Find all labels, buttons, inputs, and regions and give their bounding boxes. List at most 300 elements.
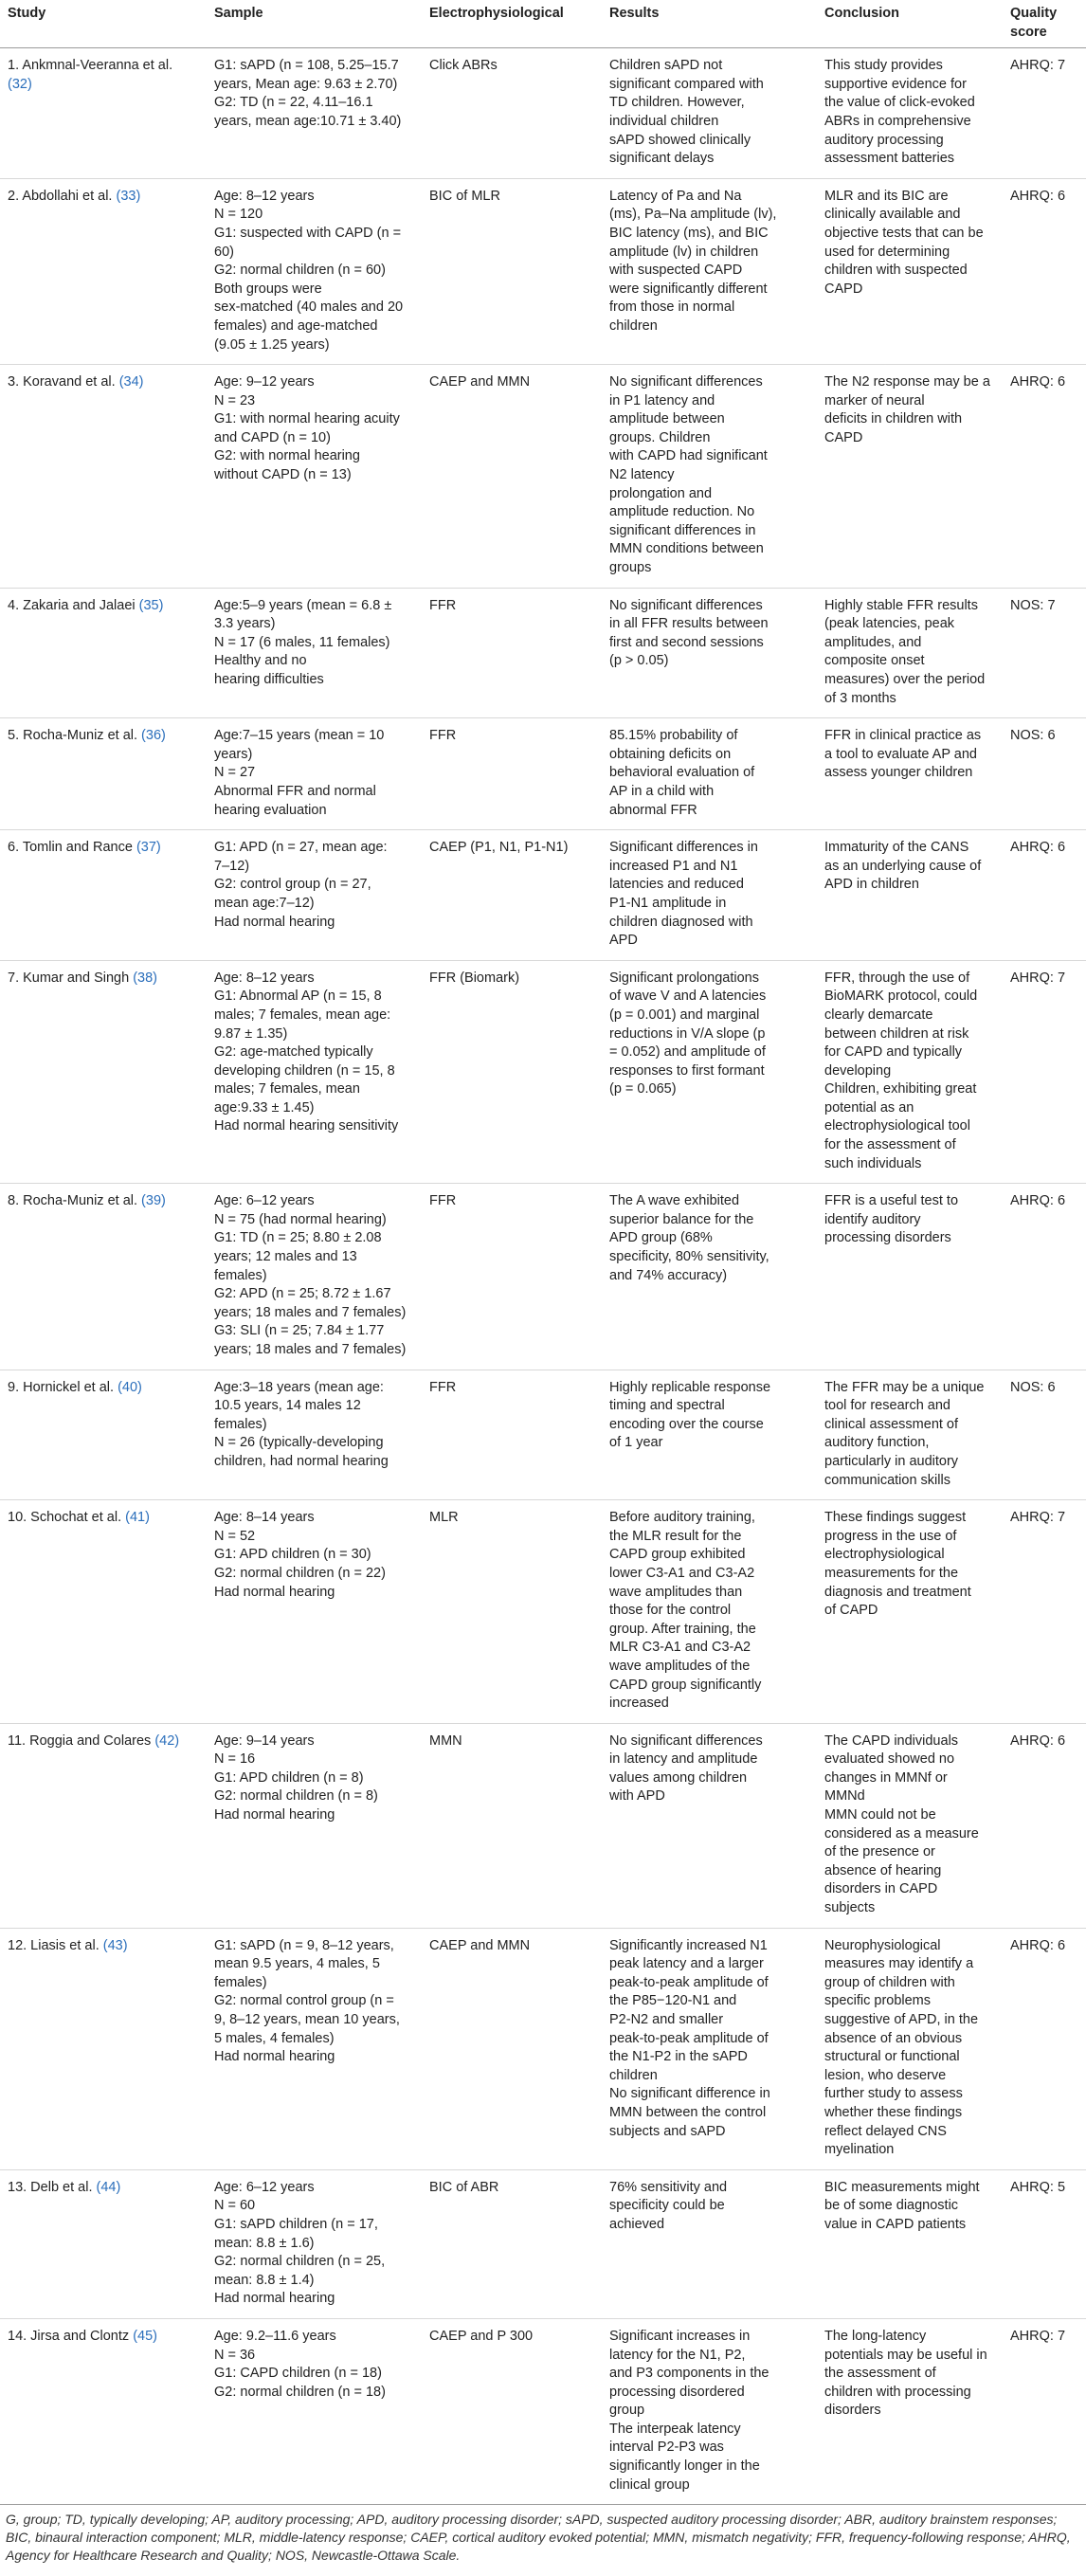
cell-conclusion-line: structural or functional [824, 2049, 960, 2065]
cell-results-line: P1-N1 amplitude in [609, 895, 727, 911]
cell-sample [207, 1928, 422, 2169]
cell-conclusion [817, 48, 1003, 179]
cell-results-line: responses to first formant [609, 1062, 765, 1079]
cell-conclusion-line: as an underlying cause of [824, 858, 982, 874]
cell-sample-line: mean: 8.8 ± 1.6) [214, 2235, 315, 2251]
study-reference-link[interactable]: (39) [141, 1193, 166, 1209]
cell-sample-line: Had normal hearing [214, 2049, 335, 2065]
cell-results-line: children [609, 317, 658, 334]
cell-results-line: in all FFR results between [609, 616, 769, 632]
cell-results-line: The interpeak latency [609, 2421, 741, 2437]
cell-conclusion-line: changes in MMNf or [824, 1769, 948, 1786]
study-name: 6. Tomlin and Rance [8, 840, 133, 856]
cell-conclusion-line: for CAPD and typically [824, 1044, 963, 1061]
cell-sample-line: G2: normal children (n = 18) [214, 2384, 386, 2400]
cell-conclusion-line: Neurophysiological [824, 1937, 941, 1953]
study-name: 2. Abdollahi et al. [8, 188, 113, 204]
cell-results [602, 2169, 817, 2318]
cell-conclusion-line: APD in children [824, 877, 919, 893]
cell-conclusion-line: FFR is a useful test to [824, 1193, 959, 1209]
cell-sample-line: Had normal hearing [214, 1807, 335, 1823]
cell-sample [207, 1184, 422, 1370]
cell-electrophysiological: MLR [429, 1510, 459, 1526]
cell-sample-line: females) [214, 1267, 267, 1283]
cell-conclusion-line: children with suspected [824, 263, 968, 279]
cell-conclusion [817, 1370, 1003, 1500]
cell-sample-line: G1: with normal hearing acuity [214, 411, 400, 427]
cell-electrophysiological: CAEP and MMN [429, 374, 531, 390]
cell-sample-line: Had normal hearing [214, 1584, 335, 1600]
table-row [0, 1500, 1086, 1724]
cell-results-line: = 0.052) and amplitude of [609, 1044, 766, 1061]
cell-results-line: increased [609, 1696, 669, 1712]
cell-sample-line: Age: 8–12 years [214, 970, 315, 986]
cell-conclusion-line: for the assessment of [824, 1137, 956, 1153]
study-name: 5. Rocha-Muniz et al. [8, 728, 138, 744]
cell-study [0, 1723, 207, 1928]
cell-sample-line: males; 7 females, mean age: [214, 1007, 391, 1023]
cell-conclusion [817, 960, 1003, 1184]
cell-results-line: wave amplitudes of the [609, 1658, 751, 1674]
cell-conclusion-line: These findings suggest [824, 1510, 967, 1526]
cell-results-line: children diagnosed with [609, 914, 753, 930]
table-row [0, 2169, 1086, 2318]
cell-results-line: MLR C3-A1 and C3-A2 [609, 1640, 751, 1656]
study-reference-link[interactable]: (38) [133, 970, 157, 986]
cell-sample-line: years; 18 males and 7 females) [214, 1304, 407, 1320]
cell-conclusion [817, 830, 1003, 961]
cell-sample-line: Abnormal FFR and normal [214, 783, 376, 799]
header-study: Study [8, 6, 46, 21]
cell-sample-line: G1: sAPD (n = 9, 8–12 years, [214, 1937, 394, 1953]
study-reference-link[interactable]: (32) [8, 76, 32, 92]
cell-sample-line: G1: APD children (n = 30) [214, 1547, 371, 1563]
cell-results-line: No significant differences [609, 1732, 763, 1749]
cell-electrophysiological: FFR (Biomark) [429, 970, 520, 986]
cell-sample-line: developing children (n = 15, 8 [214, 1062, 395, 1079]
study-reference-link[interactable]: (42) [154, 1732, 180, 1749]
cell-results-line: P2-N2 and smaller [609, 2012, 724, 2027]
cell-conclusion-line: clearly demarcate [824, 1007, 933, 1023]
cell-sample-line: G3: SLI (n = 25; 7.84 ± 1.77 [214, 1323, 385, 1339]
cell-results-line: Significant prolongations [609, 970, 759, 986]
cell-results-line: abnormal FFR [609, 802, 697, 818]
cell-quality-score: NOS: 7 [1010, 597, 1056, 613]
cell-sample-line: Age: 9–14 years [214, 1732, 315, 1749]
cell-study [0, 718, 207, 830]
cell-conclusion-line: potentials may be useful in [824, 2347, 987, 2363]
study-name: 4. Zakaria and Jalaei [8, 597, 136, 613]
cell-sample-line: G2: control group (n = 27, [214, 877, 371, 893]
cell-sample-line: Age: 9–12 years [214, 374, 315, 390]
cell-sample-line: 9, 8–12 years, mean 10 years, [214, 2012, 400, 2027]
cell-sample [207, 365, 422, 589]
cell-sample-line: N = 23 [214, 392, 256, 408]
cell-conclusion-line: reflect delayed CNS [824, 2123, 947, 2139]
cell-conclusion-line: of 3 months [824, 690, 896, 706]
cell-conclusion-line: potential as an [824, 1099, 914, 1116]
cell-conclusion-line: considered as a measure [824, 1825, 979, 1841]
cell-results-line: APD [609, 933, 638, 949]
cell-sample-line: hearing difficulties [214, 672, 324, 687]
table-row [0, 1723, 1086, 1928]
cell-sample-line: N = 27 [214, 765, 256, 781]
cell-sample-line: and CAPD (n = 10) [214, 429, 331, 445]
study-name: 13. Delb et al. [8, 2179, 93, 2195]
cell-conclusion-line: supportive evidence for [824, 76, 967, 92]
table-row [0, 48, 1086, 179]
cell-conclusion [817, 365, 1003, 589]
cell-conclusion-line: evaluated showed no [824, 1751, 955, 1768]
cell-conclusion-line: assessment batteries [824, 151, 955, 167]
cell-results [602, 178, 817, 364]
cell-sample-line: Age: 9.2–11.6 years [214, 2328, 336, 2344]
cell-results-line: prolongation and [609, 485, 713, 501]
cell-sample-line: N = 60 [214, 2198, 256, 2214]
cell-conclusion-line: developing [824, 1062, 892, 1079]
cell-sample-line: N = 75 (had normal hearing) [214, 1211, 387, 1227]
table-row [0, 2318, 1086, 2504]
cell-sample [207, 960, 422, 1184]
study-reference-link[interactable]: (41) [125, 1510, 150, 1526]
cell-electrophysiological: FFR [429, 597, 457, 613]
cell-results-line: significant differences in [609, 522, 756, 538]
cell-sample-line: Had normal hearing [214, 2291, 335, 2307]
cell-sample-line: Age:7–15 years (mean = 10 [214, 728, 385, 744]
cell-conclusion-line: The FFR may be a unique [824, 1379, 985, 1395]
cell-results-line: reductions in V/A slope (p [609, 1025, 766, 1042]
cell-sample-line: 9.87 ± 1.35) [214, 1025, 288, 1042]
cell-conclusion-line: between children at risk [824, 1025, 969, 1042]
cell-quality-score: AHRQ: 6 [1010, 840, 1066, 856]
cell-conclusion-line: The N2 response may be a [824, 374, 990, 390]
cell-conclusion [817, 718, 1003, 830]
cell-results-line: 76% sensitivity and [609, 2179, 728, 2195]
cell-sample-line: N = 52 [214, 1528, 256, 1544]
cell-results-line: with CAPD had significant [609, 448, 768, 464]
cell-quality-score: NOS: 6 [1010, 1379, 1056, 1395]
cell-sample [207, 718, 422, 830]
cell-sample-line: G2: TD (n = 22, 4.11–16.1 [214, 95, 373, 111]
cell-conclusion-line: deficits in children with [824, 411, 963, 427]
cell-sample-line: Age: 8–12 years [214, 188, 315, 204]
cell-results-line: amplitude reduction. No [609, 504, 755, 520]
cell-electrophysiological: CAEP and MMN [429, 1937, 531, 1953]
cell-sample-line: Age: 6–12 years [214, 2179, 315, 2195]
study-name: 7. Kumar and Singh [8, 970, 130, 986]
cell-quality-score: AHRQ: 7 [1010, 970, 1066, 986]
cell-sample-line: age:9.33 ± 1.45) [214, 1099, 315, 1116]
cell-sample-line: G2: age-matched typically [214, 1044, 373, 1061]
cell-sample-line: Age: 6–12 years [214, 1193, 315, 1209]
cell-electrophysiological: FFR [429, 1193, 457, 1209]
study-reference-link[interactable]: (33) [116, 188, 141, 204]
cell-sample-line: years; 12 males and 13 [214, 1249, 357, 1265]
cell-conclusion-line: assess younger children [824, 765, 973, 781]
cell-results-line: were significantly different [609, 281, 768, 297]
cell-results-line: encoding over the course [609, 1416, 764, 1432]
cell-results-line: and P3 components in the [609, 2366, 769, 2382]
study-name: 14. Jirsa and Clontz [8, 2328, 130, 2344]
cell-electrophysiological: MMN [429, 1732, 462, 1749]
cell-conclusion-line: a tool to evaluate AP and [824, 746, 977, 762]
cell-conclusion-line: The long-latency [824, 2328, 927, 2344]
cell-results-line: TD children. However, [609, 95, 745, 111]
cell-results-line: first and second sessions [609, 634, 764, 650]
cell-sample [207, 2169, 422, 2318]
study-name: 10. Schochat et al. [8, 1510, 122, 1526]
table-row [0, 588, 1086, 718]
cell-results-line: peak-to-peak amplitude of [609, 1974, 769, 1990]
table-row [0, 1184, 1086, 1370]
cell-conclusion-line: subjects [824, 1900, 876, 1916]
cell-sample-line: years, mean age:10.71 ± 3.40) [214, 113, 402, 129]
table-header-row [0, 0, 1086, 48]
table-row [0, 1928, 1086, 2169]
cell-conclusion-line: tool for research and [824, 1398, 950, 1414]
cell-sample-line: mean: 8.8 ± 1.4) [214, 2272, 315, 2288]
cell-quality-score: AHRQ: 6 [1010, 188, 1066, 204]
cell-sample-line: (9.05 ± 1.25 years) [214, 336, 330, 353]
cell-conclusion-line: myelination [824, 2142, 895, 2158]
cell-conclusion-line: clinically available and [824, 207, 961, 223]
cell-sample-line: N = 26 (typically-developing [214, 1435, 384, 1451]
study-reference-link[interactable]: (44) [96, 2179, 121, 2195]
cell-conclusion-line: disorders [824, 2403, 881, 2419]
cell-results-line: MMN conditions between [609, 541, 764, 557]
cell-conclusion-line: BIC measurements might [824, 2179, 980, 2195]
table-row [0, 365, 1086, 589]
cell-study [0, 2318, 207, 2504]
cell-results-line: the MLR result for the [609, 1528, 742, 1544]
cell-results-line: those for the control [609, 1603, 732, 1619]
study-name: 8. Rocha-Muniz et al. [8, 1193, 138, 1209]
cell-sample-line: 5 males, 4 females) [214, 2030, 335, 2046]
cell-electrophysiological: CAEP and P 300 [429, 2328, 534, 2344]
table-row [0, 178, 1086, 364]
cell-conclusion-line: processing disorders [824, 1230, 951, 1246]
cell-sample-line: Had normal hearing sensitivity [214, 1118, 399, 1134]
cell-results-line: the N1-P2 in the sAPD [609, 2049, 748, 2065]
cell-study [0, 830, 207, 961]
cell-results-line: CAPD group significantly [609, 1677, 762, 1693]
cell-sample-line: G1: APD (n = 27, mean age: [214, 840, 388, 856]
cell-results-line: specificity could be [609, 2198, 725, 2214]
cell-conclusion-line: absence of an obvious [824, 2030, 963, 2046]
cell-quality-score: AHRQ: 7 [1010, 1510, 1066, 1526]
cell-conclusion-line: auditory processing [824, 132, 944, 148]
cell-conclusion-line: Highly stable FFR results [824, 597, 978, 613]
cell-conclusion [817, 1500, 1003, 1724]
cell-sample [207, 1723, 422, 1928]
cell-results-line: sAPD showed clinically [609, 132, 751, 148]
cell-results-line: behavioral evaluation of [609, 765, 755, 781]
cell-sample-line: G2: normal children (n = 22) [214, 1565, 386, 1581]
cell-sample-line: sex-matched (40 males and 20 [214, 299, 404, 316]
cell-conclusion-line: (peak latencies, peak [824, 616, 955, 632]
cell-results-line: (p = 0.065) [609, 1081, 677, 1098]
cell-sample-line: hearing evaluation [214, 802, 327, 818]
cell-conclusion-line: CAPD [824, 429, 863, 445]
cell-sample [207, 48, 422, 179]
cell-results-line: (p = 0.001) and marginal [609, 1007, 760, 1023]
cell-conclusion-line: diagnosis and treatment [824, 1584, 971, 1600]
cell-results-line: (ms), Pa–Na amplitude (lv), [609, 207, 777, 223]
cell-results-line: Latency of Pa and Na [609, 188, 742, 204]
cell-results [602, 1184, 817, 1370]
cell-conclusion-line: auditory function, [824, 1435, 930, 1451]
cell-results-line: MMN between the control [609, 2104, 767, 2120]
cell-sample-line: G1: suspected with CAPD (n = [214, 225, 402, 241]
study-reference-link[interactable]: (40) [118, 1379, 142, 1395]
cell-conclusion-line: further study to assess [824, 2086, 963, 2102]
cell-results-line: latencies and reduced [609, 877, 744, 893]
cell-sample-line: males; 7 females, mean [214, 1081, 360, 1098]
cell-electrophysiological: Click ABRs [429, 58, 498, 74]
cell-conclusion-line: specific problems [824, 1993, 932, 2009]
cell-sample [207, 588, 422, 718]
cell-results-line: groups [609, 560, 652, 576]
cell-conclusion-line: FFR in clinical practice as [824, 728, 982, 744]
cell-sample-line: mean age:7–12) [214, 895, 315, 911]
cell-sample-line: G1: sAPD children (n = 17, [214, 2216, 378, 2232]
cell-conclusion-line: clinical assessment of [824, 1416, 959, 1432]
cell-results-line: increased P1 and N1 [609, 858, 738, 874]
cell-sample [207, 178, 422, 364]
study-reference-link[interactable]: (35) [138, 597, 164, 613]
cell-conclusion-line: MMN could not be [824, 1807, 936, 1823]
cell-results-line: group [609, 2403, 645, 2419]
cell-conclusion-line: particularly in auditory [824, 1453, 959, 1469]
cell-conclusion-line: Children, exhibiting great [824, 1081, 977, 1098]
cell-results-line: (p > 0.05) [609, 653, 669, 669]
cell-sample-line: N = 36 [214, 2347, 256, 2363]
study-name: 11. Roggia and Colares [8, 1732, 152, 1749]
cell-conclusion-line: children with processing [824, 2384, 971, 2400]
cell-quality-score: AHRQ: 5 [1010, 2179, 1066, 2195]
study-name: 1. Ankmnal-Veeranna et al. [8, 58, 173, 74]
cell-conclusion-line: absence of hearing [824, 1862, 942, 1878]
cell-results [602, 1928, 817, 2169]
cell-sample-line: G2: normal children (n = 25, [214, 2254, 386, 2270]
cell-conclusion-line: measures may identify a [824, 1956, 974, 1972]
cell-quality-score: AHRQ: 7 [1010, 2328, 1066, 2344]
cell-sample-line: G2: normal children (n = 8) [214, 1788, 378, 1805]
cell-sample-line: females) [214, 1416, 267, 1432]
cell-sample-line: G1: CAPD children (n = 18) [214, 2366, 382, 2382]
cell-conclusion-line: amplitudes, and [824, 634, 922, 650]
study-name: 3. Koravand et al. [8, 374, 116, 390]
cell-sample-line: Age:5–9 years (mean = 6.8 ± [214, 597, 392, 613]
study-reference-link[interactable]: (36) [141, 728, 166, 744]
cell-results-line: amplitude (lv) in children [609, 244, 759, 260]
cell-conclusion-line: This study provides [824, 58, 943, 74]
cell-conclusion-line: the value of click-evoked [824, 95, 975, 111]
cell-results [602, 1370, 817, 1500]
cell-sample-line: children, had normal hearing [214, 1453, 389, 1469]
table-body [0, 48, 1086, 2505]
cell-results [602, 588, 817, 718]
cell-sample-line: N = 17 (6 males, 11 females) [214, 634, 390, 650]
cell-conclusion-line: such individuals [824, 1155, 922, 1171]
cell-sample [207, 1500, 422, 1724]
cell-sample-line: Had normal hearing [214, 914, 335, 930]
cell-results-line: Significant increases in [609, 2328, 751, 2344]
cell-results-line: amplitude between [609, 411, 725, 427]
cell-sample-line: years, Mean age: 9.63 ± 2.70) [214, 76, 398, 92]
cell-sample-line: females) and age-matched [214, 317, 378, 334]
cell-sample-line: without CAPD (n = 13) [214, 467, 352, 483]
cell-sample-line: 60) [214, 244, 234, 260]
study-reference-link[interactable]: (37) [136, 840, 161, 856]
cell-conclusion-line: measures) over the period [824, 672, 986, 687]
cell-results-line: lower C3-A1 and C3-A2 [609, 1565, 755, 1581]
cell-results-line: values among children [609, 1769, 748, 1786]
cell-results-line: latency for the N1, P2, [609, 2347, 746, 2363]
cell-electrophysiological: BIC of ABR [429, 2179, 499, 2195]
cell-results-line: No significant differences [609, 597, 763, 613]
cell-results-line: the P85−120-N1 and [609, 1993, 737, 2009]
study-reference-link[interactable]: (45) [133, 2328, 157, 2344]
cell-conclusion-line: be of some diagnostic [824, 2198, 959, 2214]
cell-results [602, 1500, 817, 1724]
cell-conclusion-line: MLR and its BIC are [824, 188, 949, 204]
cell-results-line: timing and spectral [609, 1398, 725, 1414]
cell-results-line: groups. Children [609, 429, 711, 445]
cell-sample-line: Healthy and no [214, 653, 307, 669]
cell-results-line: peak latency and a larger [609, 1956, 764, 1972]
cell-sample [207, 830, 422, 961]
cell-sample-line: G1: sAPD (n = 108, 5.25–15.7 [214, 58, 399, 74]
study-name: 9. Hornickel et al. [8, 1379, 115, 1395]
cell-results-line: AP in a child with [609, 783, 715, 799]
cell-electrophysiological: BIC of MLR [429, 188, 500, 204]
cell-results-line: achieved [609, 2216, 665, 2232]
cell-conclusion [817, 1184, 1003, 1370]
cell-sample-line: years) [214, 746, 253, 762]
table-row [0, 830, 1086, 961]
study-reference-link[interactable]: (34) [118, 374, 144, 390]
cell-results-line: APD group (68% [609, 1230, 713, 1246]
study-name: 12. Liasis et al. [8, 1937, 100, 1953]
cell-study [0, 960, 207, 1184]
cell-sample-line: G1: TD (n = 25; 8.80 ± 2.08 [214, 1230, 382, 1246]
cell-conclusion [817, 588, 1003, 718]
cell-study [0, 1500, 207, 1724]
cell-results-line: significant compared with [609, 76, 764, 92]
cell-quality-score: AHRQ: 7 [1010, 58, 1066, 74]
cell-conclusion-line: suggestive of APD, in the [824, 2012, 979, 2027]
cell-results-line: and 74% accuracy) [609, 1267, 728, 1283]
table-row [0, 1370, 1086, 1500]
cell-quality-score: AHRQ: 6 [1010, 1732, 1066, 1749]
cell-sample-line: Both groups were [214, 281, 322, 297]
cell-conclusion-line: marker of neural [824, 392, 925, 408]
study-reference-link[interactable]: (43) [102, 1937, 128, 1953]
cell-electrophysiological: FFR [429, 728, 457, 744]
cell-sample-line: G1: APD children (n = 8) [214, 1769, 364, 1786]
cell-conclusion-line: identify auditory [824, 1211, 921, 1227]
cell-conclusion [817, 1723, 1003, 1928]
cell-results-line: CAPD group exhibited [609, 1547, 746, 1563]
cell-results [602, 365, 817, 589]
cell-electrophysiological: FFR [429, 1379, 457, 1395]
cell-conclusion-line: electrophysiological [824, 1547, 945, 1563]
cell-results-line: The A wave exhibited [609, 1193, 740, 1209]
cell-sample [207, 1370, 422, 1500]
cell-conclusion-line: group of children with [824, 1974, 955, 1990]
cell-conclusion-line: MMNd [824, 1788, 865, 1805]
